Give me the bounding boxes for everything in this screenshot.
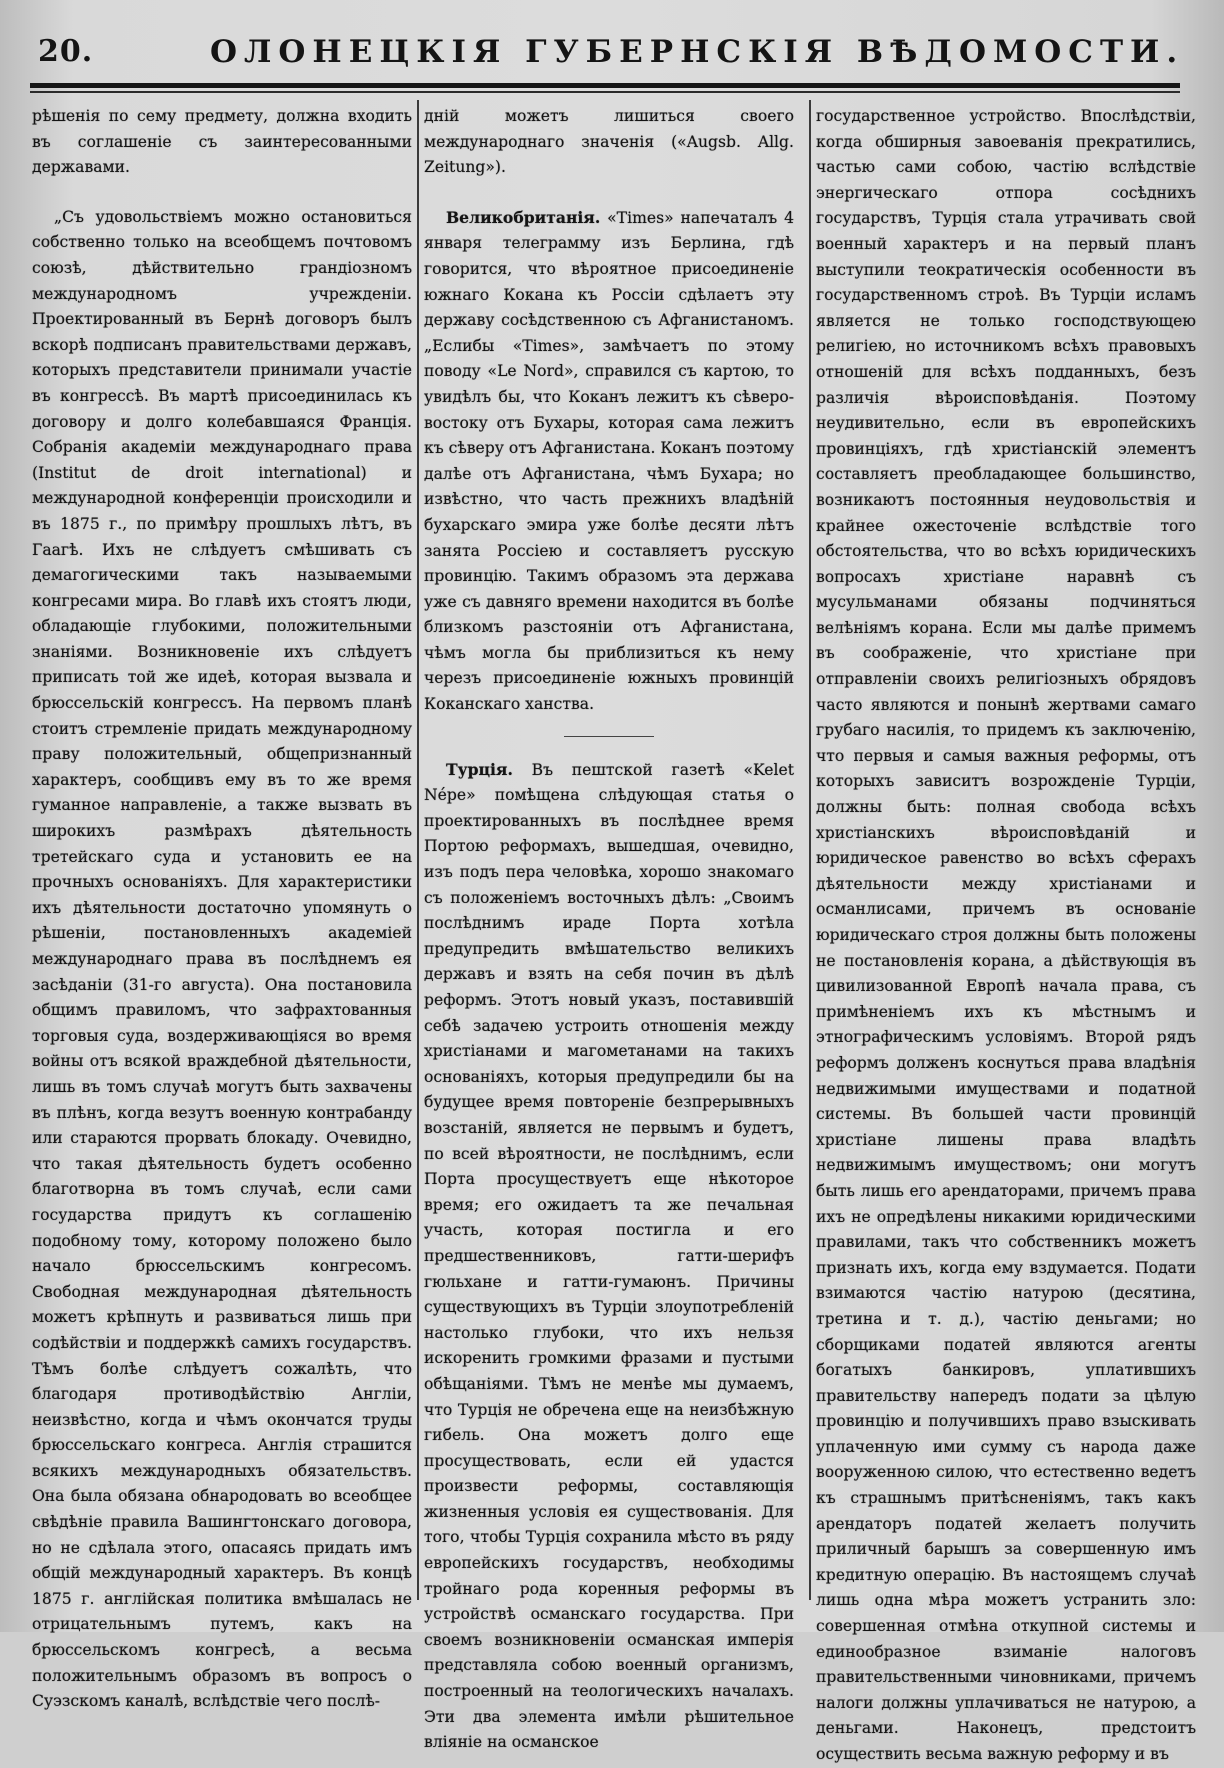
newspaper-title: ОЛОНЕЦКІЯ ГУБЕРНСКІЯ ВѢДОМОСТИ. xyxy=(210,34,1185,70)
column-divider-2 xyxy=(809,100,811,1600)
column-2 xyxy=(424,104,794,1752)
turkey-text: Въ пештской газетѣ «Kelet Népe» помѣщена слѣдующая статья о проектированныхъ въ послѣднее время Портою реформахъ, вышедшая, очевидно, изъ подъ пера человѣка, хорошо знакомаго съ положеніемъ восточныхъ дѣлъ: „Своимъ послѣднимъ ираде Порта хотѣла предупредить вмѣшательство великихъ державъ и взять на себя почин въ дѣлѣ реформъ. Этотъ новый указъ, поставившій себѣ задачею устроить отношенія между христіанами и магометанами на такихъ основаніяхъ, которыя предупредили бы на будущее время повтореніе безпрерывныхъ возстаній, является не первымъ и будетъ, по всей вѣроятности, не послѣднимъ, если Порта просуществуетъ еще нѣкоторое время; его ожидаетъ та же печальная участь, которая постигла и его предшественниковъ, гатти-шерифъ гюльхане и гатти-гумаюнъ. Причины существующихъ въ Турціи злоупотребленій настолько глубоки, что ихъ нельзя искоренить громкими фразами и пустыми обѣщаніями. Тѣмъ не менѣе мы думаемъ, что Турція не обречена еще на неизбѣжную гибель. Она можетъ долго еще просуществовать, если ей удастся произвести реформы, составляющія жизненныя условія ея существованія. Для того, чтобы Турція сохранила мѣсто въ ряду европейскихъ государствъ, необходимы тройнаго рода коренныя реформы въ устройствѣ османскаго государства. При своемъ возникновеніи османская имперія представляла собою военный организмъ, построенный на теологическихъ началахъ. Эти два элемента имѣли рѣшительное вліяніе на османское xyxy=(424,760,794,1752)
column-1-paragraph-1: рѣшенія по сему предмету, должна входить въ соглашеніе съ заинтересованными державами. xyxy=(32,107,412,177)
header-rule-thin xyxy=(30,91,1180,93)
turkey-section xyxy=(424,757,794,1756)
column-3 xyxy=(816,104,1196,1763)
masthead xyxy=(30,30,1190,86)
britain-section xyxy=(424,205,794,718)
page-number: 20. xyxy=(38,34,94,69)
column-1 xyxy=(32,104,412,1711)
section-separator xyxy=(564,736,654,737)
britain-text: «Times» напечаталъ 4 января телеграмму изъ Берлина, гдѣ говорится, что вѣроятное присоединеніе южнаго Кокана къ Россіи сдѣлаетъ эту державу сосѣдственною съ Афганистаномъ. „Еслибы «Times», замѣчаетъ по этому поводу «Le Nord», справился съ картою, то увидѣлъ бы, что Коканъ лежитъ къ сѣверо-востоку отъ Бухары, которая сама лежитъ къ сѣверу отъ Афганистана. Коканъ поэтому далѣе отъ Афганистана, чѣмъ Бухара; но извѣстно, что часть прежнихъ владѣній бухарскаго эмира уже болѣе десяти лѣтъ занята Россіею и составляетъ русскую провинцію. Такимъ образомъ эта держава уже съ давняго времени находится въ болѣе близкомъ разстояніи отъ Афганистана, чѣмъ могла бы приблизиться къ нему черезъ присоединеніе южныхъ провинцій Коканскаго ханства. xyxy=(424,208,794,714)
column-3-paragraph-1: государственное устройство. Впослѣдствіи, когда обширныя завоеванія прекратились, частью сами собою, частію вслѣдствіе энергическаго отпора сосѣднихъ государствъ, Турція стала утрачивать свой военный характеръ и на первый планъ выступили теократическія особенности въ государственномъ строѣ. Въ Турціи исламъ является не только господствующею религіею, но источникомъ всѣхъ правовыхъ отношеній для всѣхъ подданныхъ, безъ различія вѣроисповѣданія. Поэтому неудивительно, если въ европейскихъ провинціяхъ, гдѣ христіанскій элементъ составляетъ преобладающее большинство, возникаютъ постоянныя неудовольствія и крайнее ожесточеніе вслѣдствіе того обстоятельства, что во всѣхъ юридическихъ вопросахъ христіане наравнѣ съ мусульманами обязаны подчиняться велѣніямъ корана. Если мы далѣе примемъ въ соображеніе, что христіане при отправленіи своихъ религіозныхъ обрядовъ часто являются и понынѣ жертвами самаго грубаго насилія, то придемъ къ заключенію, что первыя и самыя важныя реформы, отъ которыхъ зависитъ возрожденіе Турціи, должны быть: полная свобода всѣхъ христіанскихъ вѣроисповѣданій и юридическое равенство во всѣхъ сферахъ дѣятельности между христіанами и османлисами, причемъ въ основаніе юридическаго строя должны быть положены не постановленія корана, а дѣйствующія въ цивилизованной Европѣ начала права, съ примѣненіемъ ихъ къ мѣстнымъ и этнографическимъ условіямъ. Второй рядъ реформъ долженъ коснуться права владѣнія недвижимыми имуществами и податной системы. Въ большей части провинцій христіане лишены права владѣть недвижимымъ имуществомъ; они могутъ быть лишь его арендаторами, причемъ права ихъ не опредѣлены никакими юридическими правилами, такъ что собственникъ можетъ признать ихъ, когда ему вздумается. Подати взимаются частію натурою (десятина, третина и т. д.), частію деньгами; но сборщиками податей являются агенты богатыхъ банкировъ, уплатившихъ правительству напередъ подати за цѣлую провинцію и получившихъ право взыскивать уплаченную ими сумму съ народа даже вооруженною силою, что естественно ведетъ къ страшнымъ притѣсненіямъ, такъ какъ арендаторъ податей желаетъ получить приличный барышъ за совершенную имъ кредитную операцію. Въ настоящемъ случаѣ лишь одна мѣра можетъ устранить зло: совершенная отмѣна откупной системы и единообразное взиманіе налоговъ правительственными чиновниками, причемъ налоги должны уплачиваться не натурою, а деньгами. Наконецъ, предстоитъ осуществить весьма важную реформу и въ xyxy=(816,107,1196,1763)
column-2-paragraph-1: дній можетъ лишиться своего международнаго значенія («Augsb. Allg. Zeitung»). xyxy=(424,107,794,177)
britain-heading: Великобританія. xyxy=(446,207,601,227)
header-rule-thick xyxy=(30,83,1180,88)
column-divider-1 xyxy=(417,100,419,1600)
column-1-paragraph-2: „Съ удовольствіемъ можно остановиться собственно только на всеобщемъ почтовомъ союзѣ, дѣйствительно грандіозномъ международномъ учрежденіи. Проектированный въ Бернѣ договоръ былъ вскорѣ подписанъ правительствами державъ, которыхъ представители принимали участіе въ конгрессѣ. Въ мартѣ присоединилась къ договору и долго колебавшаяся Франція. Собранія академіи международнаго права (Institut de droit international) и международной конференціи происходили и въ 1875 г., по примѣру прошлыхъ лѣтъ, въ Гаагѣ. Ихъ не слѣдуетъ смѣшивать съ демагогическими такъ называемыми конгресами мира. Во главѣ ихъ стоятъ люди, обладающіе глубокими, положительными знаніями. Возникновеніе ихъ слѣдуетъ приписать той же идеѣ, которая вызвала и брюссельскій конгрессъ. На первомъ планѣ стоитъ стремленіе придать международному праву положительный, общепризнанный характеръ, сообщивъ ему въ то же время гуманное направленіе, а также вызвать въ широкихъ размѣрахъ дѣятельность третейскаго суда и установить ее на прочныхъ основаніяхъ. Для характеристики ихъ дѣятельности достаточно упомянуть о рѣшеніи, постановленныхъ академіей международнаго права въ послѣднемъ ея засѣданіи (31-го августа). Она постановила общимъ правиломъ, что зафрахтованныя торговыя суда, воздерживающіяся во время войны отъ всякой враждебной дѣятельности, лишь въ томъ случаѣ могутъ быть захвачены въ плѣнъ, когда везутъ военную контрабанду или стараются прорвать блокаду. Очевидно, что такая дѣятельность будетъ особенно благотворна въ томъ случаѣ, если сами государства придутъ къ соглашенію подобному тому, которому положено было начало брюссельскимъ конгресомъ. Свободная международная дѣятельность можетъ крѣпнуть и развиваться лишь при содѣйствіи и поддержкѣ самихъ государствъ. Тѣмъ болѣе слѣдуетъ сожалѣть, что благодаря противодѣйствію Англіи, неизвѣстно, когда и чѣмъ окончатся труды брюссельскаго конгреса. Англія страшится всякихъ международныхъ обязательствъ. Она была обязана обнародовать во всеобщее свѣдѣніе правила Вашингтонскаго договора, но не сдѣлала этого, опасаясь придать имъ общій международный характеръ. Въ концѣ 1875 г. англійская политика вмѣшалась не отрицательнымъ путемъ, какъ на брюссельскомъ конгресѣ, а весьма положительнымъ образомъ въ вопросъ о Суэзскомъ каналѣ, вслѣдствіе чего послѣ- xyxy=(32,207,412,1711)
turkey-heading: Турція. xyxy=(446,759,513,779)
